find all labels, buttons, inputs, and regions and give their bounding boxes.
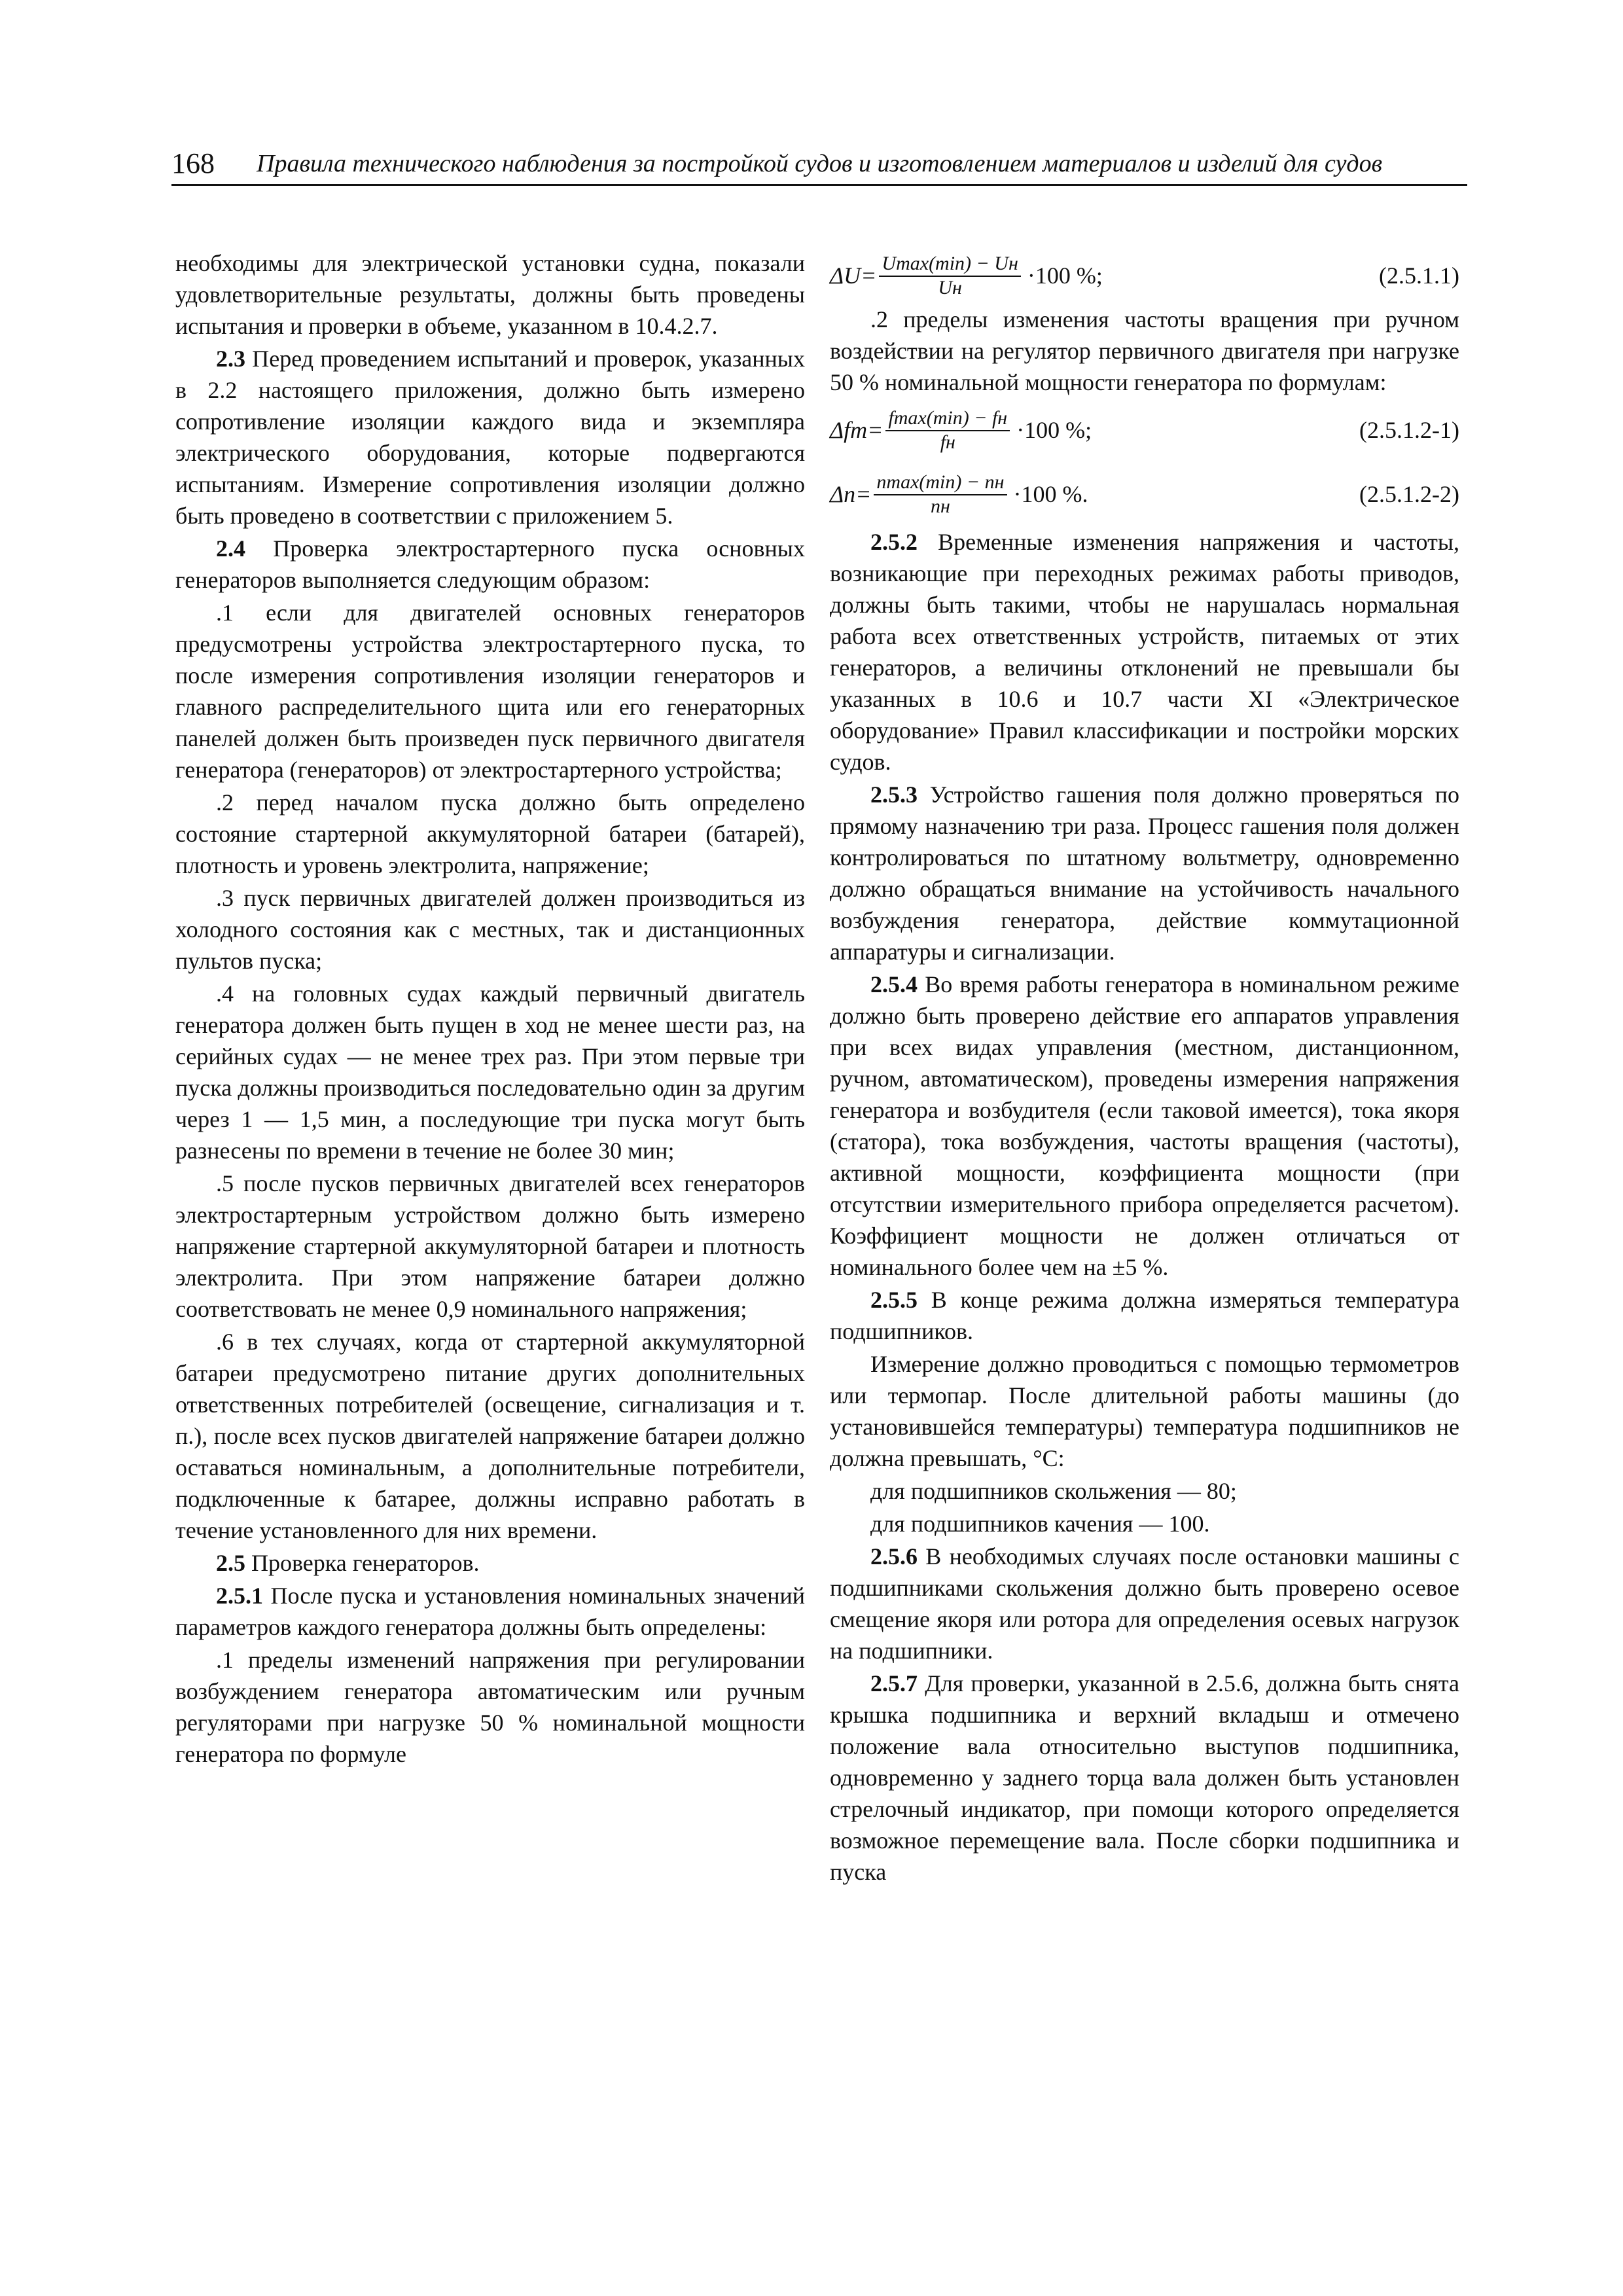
- paragraph-2-5-2: 2.5.2 Временные изменения напряжения и частоты, возникающие при переходных режимах работы приводов, должны быть такими, чтобы не нарушалась нормальная работа всех ответственных устройств, питаемых от этих генераторов, а величины отклонений не превышали бы указанных в 10.6 и 10.7 части XI «Электрическое оборудование» Правил классификации и постройки морских судов.: [830, 529, 1459, 775]
- numerator: fmax(min) − fн: [885, 406, 1010, 431]
- list-item: для подшипников скольжения — 80;: [870, 1478, 1237, 1504]
- formula-2-5-1-1: [830, 247, 1459, 304]
- formula-multiplier: ·100 %;: [1016, 417, 1092, 443]
- denominator: fн: [940, 431, 955, 453]
- paragraph-2-5-6: 2.5.6 В необходимых случаях после остановки машины с подшипниками скольжения должно быть проверено осевое смещение якоря или ротора для определения осевых нагрузок на подшипники.: [830, 1543, 1459, 1664]
- paragraph-2-5-1-2: .2 пределы изменения частоты вращения при ручном воздействии на регулятор первичного двигателя при нагрузке 50 % номинальной мощности генератора по формулам:: [830, 306, 1459, 395]
- paragraph-2-5-7: 2.5.7 Для проверки, указанной в 2.5.6, должна быть снята крышка подшипника и верхний вкладыш и отмечено положение вала относительно выступов подшипника, одновременно у заднего торца вала должен быть установлен стрелочный индикатор, при помощи которого определяется возможное перемещение вала. После сборки подшипника и пуска: [830, 1670, 1459, 1885]
- paragraph-measurement: Измерение должно проводиться с помощью термометров или термопар. После длительной работы машины (до установившейся температуры) температура подшипников не должна превышать, °С:: [830, 1351, 1459, 1471]
- fraction: [885, 406, 1010, 454]
- equation-number: (2.5.1.2-1): [1359, 417, 1459, 443]
- formula-lhs: Δn=: [830, 481, 872, 507]
- paragraph-2-5-5: 2.5.5 В конце режима должна измеряться температура подшипников.: [830, 1287, 1459, 1344]
- paragraph-2-3: 2.3 Перед проведением испытаний и проверок, указанных в 2.2 настоящего приложения, должно быть измерено сопротивление изоляции каждого вида и экземпляра электрического оборудования, которые подвергаются испытаниям. Измерение сопротивления изоляции должно быть проведено в соответствии с приложением 5.: [175, 346, 805, 529]
- formula-lhs: ΔU=: [830, 262, 877, 289]
- numerator: Umax(min) − Uн: [879, 252, 1020, 277]
- paragraph-2-4-1: .1 если для двигателей основных генераторов предусмотрены устройства электростартерного пуска, то после измерения сопротивления изоляции генераторов и главного распределительного щита или его генераторных панелей должен быть произведен пуск первичного двигателя генератора (генераторов) от электростартерного устройства;: [175, 600, 805, 783]
- paragraph-2-5-1-1: .1 пределы изменений напряжения при регулировании возбуждением генератора автоматическим или ручным регуляторами при нагрузке 50 % номинальной мощности генератора по формуле: [175, 1647, 805, 1767]
- denominator: Uн: [938, 277, 962, 298]
- paragraph-2-5-1: 2.5.1 После пуска и установления номинальных значений параметров каждого генератора должны быть определены:: [175, 1583, 805, 1640]
- paragraph: необходимы для электрической установки судна, показали удовлетворительные результаты, должны быть проведены испытания и проверки в объеме, указанном в 10.4.2.7.: [175, 250, 805, 339]
- formula-2-5-1-2-2: [830, 462, 1459, 526]
- fraction: [879, 252, 1020, 299]
- fraction: [874, 471, 1007, 518]
- equation-number: (2.5.1.1): [1379, 262, 1459, 289]
- paragraph-2-4-5: .5 после пусков первичных двигателей всех генераторов электростартерным устройством должно быть измерено напряжение стартерной аккумуляторной батареи и плотность электролита. При этом напряжение батареи должно соответствовать не менее 0,9 номинального напряжения;: [175, 1170, 805, 1322]
- formula-2-5-1-2-1: [830, 398, 1459, 462]
- equation-number: (2.5.1.2-2): [1359, 481, 1459, 507]
- denominator: nн: [931, 495, 950, 517]
- paragraph-2-5: 2.5 Проверка генераторов.: [216, 1550, 480, 1576]
- paragraph-2-4-6: .6 в тех случаях, когда от стартерной аккумуляторной батареи предусмотрено питание других дополнительных ответственных потребителей (освещение, сигнализация и т. п.), после всех пусков двигателей напряжение батареи должно оставаться номинальным, а дополнительные потребители, подключенные к батарее, должны исправно работать в течение установленного для них времени.: [175, 1329, 805, 1543]
- numerator: nmax(min) − nн: [874, 471, 1007, 495]
- paragraph-2-5-4: 2.5.4 Во время работы генератора в номинальном режиме должно быть проверено действие его аппаратов управления при всех видах управления (местном, дистанционном, ручном, автоматическом), проведены измерения напряжения генератора и возбудителя (если таковой имеется), тока якоря (статора), тока возбуждения, частоты вращения (частоты), активной мощности, коэффициента мощности (при отсутствии измерительного прибора определяется расчетом). Коэффициент мощности не должен отличаться от номинального более чем на ±5 %.: [830, 971, 1459, 1280]
- left-column: [175, 247, 805, 1770]
- formula-lhs: Δfт=: [830, 417, 883, 443]
- page-number: 168: [171, 147, 215, 179]
- formula-multiplier: ·100 %.: [1013, 481, 1088, 507]
- page-header: [171, 145, 1467, 186]
- paragraph-2-4-4: .4 на головных судах каждый первичный двигатель генератора должен быть пущен в ход не менее шести раз, на серийных судах — не менее трех раз. При этом первые три пуска должны производиться последовательно один за другим через 1 — 1,5 мин, а последующие три пуска могут быть разнесены по времени в течение не более 30 мин;: [175, 980, 805, 1164]
- paragraph-2-4-3: .3 пуск первичных двигателей должен производиться из холодного состояния как с местных, так и дистанционных пультов пуска;: [175, 885, 805, 974]
- list-item: для подшипников качения — 100.: [870, 1511, 1210, 1537]
- formula-multiplier: ·100 %;: [1027, 262, 1103, 289]
- paragraph-2-5-3: 2.5.3 Устройство гашения поля должно проверяться по прямому назначению три раза. Процесс гашения поля должен контролироваться по штатному вольтметру, одновременно должно обращаться внимание на устойчивость начального возбуждения генератора, действие коммутационной аппаратуры и сигнализации.: [830, 781, 1459, 965]
- right-column: [830, 247, 1459, 1888]
- running-title: Правила технического наблюдения за постройкой судов и изготовлением материалов и изделий для судов: [257, 150, 1383, 177]
- paragraph-2-4: 2.4 Проверка электростартерного пуска основных генераторов выполняется следующим образом:: [175, 535, 805, 593]
- paragraph-2-4-2: .2 перед началом пуска должно быть определено состояние стартерной аккумуляторной батареи (батарей), плотность и уровень электролита, напряжение;: [175, 789, 805, 878]
